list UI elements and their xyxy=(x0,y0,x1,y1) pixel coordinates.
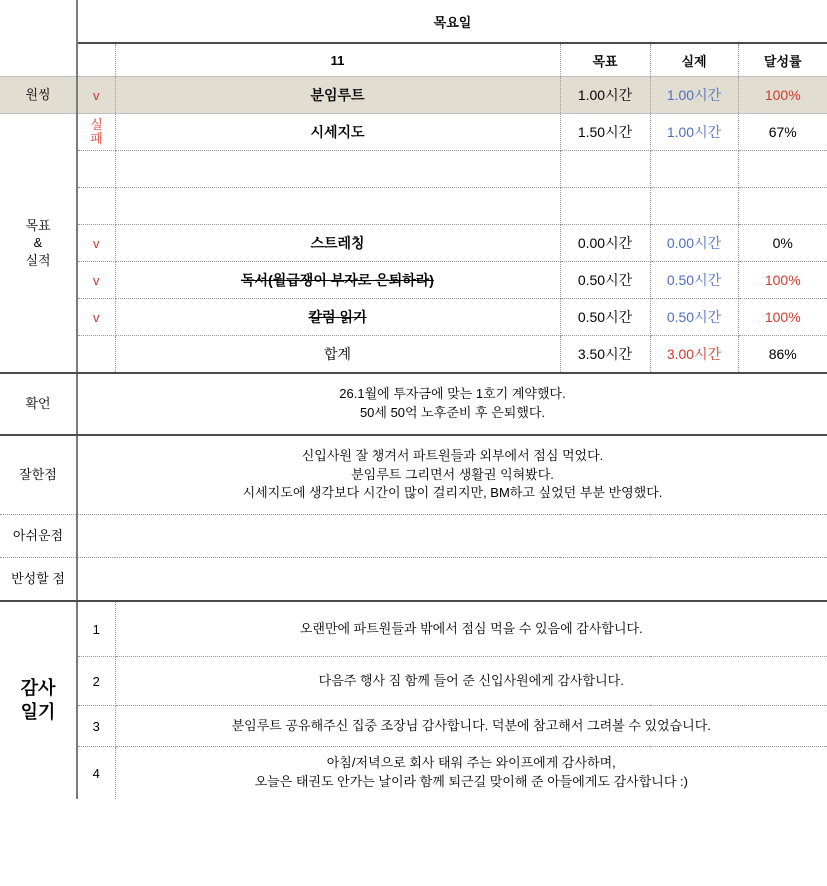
task-name xyxy=(115,188,560,225)
task-goal: 0.50시간 xyxy=(560,262,650,299)
task-rate: 67% xyxy=(738,114,827,151)
task-actual xyxy=(650,151,738,188)
header-rate: 달성률 xyxy=(738,43,827,77)
task-actual: 0.50시간 xyxy=(650,262,738,299)
section-label-goal-actual xyxy=(0,114,77,374)
task-row xyxy=(0,188,827,225)
section-label-one-thing: 원씽 xyxy=(0,77,77,114)
total-rate: 86% xyxy=(738,336,827,374)
gratitude-text: 다음주 행사 짐 함께 들어 준 신입사원에게 감사합니다. xyxy=(115,657,827,706)
gratitude-row xyxy=(0,601,827,657)
section-label-gratitude-line1: 감사 xyxy=(20,678,56,699)
task-goal: 0.00시간 xyxy=(560,225,650,262)
task-rate: 0% xyxy=(738,225,827,262)
task-goal: 0.50시간 xyxy=(560,299,650,336)
good-points-row xyxy=(0,435,827,515)
task-rate: 100% xyxy=(738,299,827,336)
column-header-row xyxy=(0,43,827,77)
task-row xyxy=(0,299,827,336)
section-label-goal-actual-line1: 목표 xyxy=(25,217,51,233)
task-row xyxy=(0,225,827,262)
header-mark xyxy=(77,43,115,77)
total-actual: 3.00시간 xyxy=(650,336,738,374)
task-goal: 1.50시간 xyxy=(560,114,650,151)
one-thing-row xyxy=(0,77,827,114)
task-row xyxy=(0,262,827,299)
task-rate: 100% xyxy=(738,262,827,299)
task-mark[interactable]: v xyxy=(77,225,115,262)
task-mark[interactable] xyxy=(77,188,115,225)
total-label: 합계 xyxy=(115,336,560,374)
total-goal: 3.50시간 xyxy=(560,336,650,374)
one-thing-goal: 1.00시간 xyxy=(560,77,650,114)
affirmation-row xyxy=(0,373,827,435)
good-points-text: 신입사원 잘 챙겨서 파트원들과 외부에서 점심 먹었다. 분임루트 그리면서 생활권 익혀봤다. 시세지도에 생각보다 시간이 많이 걸리지만, BM하고 싶었던 부분 반영했다. xyxy=(77,435,827,515)
task-name xyxy=(115,151,560,188)
gratitude-row xyxy=(0,657,827,706)
section-label-good-points: 잘한점 xyxy=(0,435,77,515)
gratitude-index: 3 xyxy=(77,706,115,747)
one-thing-check-mark[interactable]: v xyxy=(77,77,115,114)
section-label-gratitude xyxy=(0,601,77,799)
task-name: 스트레칭 xyxy=(115,225,560,262)
day-title: 목요일 xyxy=(77,0,827,43)
title-left-spacer xyxy=(0,0,77,43)
gratitude-row xyxy=(0,706,827,747)
task-rate xyxy=(738,151,827,188)
section-label-goal-actual-line3: 실적 xyxy=(25,252,51,268)
task-rate xyxy=(738,188,827,225)
gratitude-text: 아침/저녁으로 회사 태워 주는 와이프에게 감사하며, 오늘은 태권도 안가는 날이라 함께 퇴근길 맞이해 준 아들에게도 감사합니다 :) xyxy=(254,755,688,789)
section-label-reflection: 반성할 점 xyxy=(0,558,77,602)
total-mark-spacer xyxy=(77,336,115,374)
gratitude-index: 2 xyxy=(77,657,115,706)
task-actual: 0.00시간 xyxy=(650,225,738,262)
task-actual: 1.00시간 xyxy=(650,114,738,151)
affirmation-text: 26.1월에 투자금에 맞는 1호기 계약했다. 50세 50억 노후준비 후 은퇴했다. xyxy=(77,373,827,435)
section-label-gratitude-line2: 일기 xyxy=(20,701,56,722)
header-week-number: 11 xyxy=(115,43,560,77)
task-name: 시세지도 xyxy=(115,114,560,151)
one-thing-task: 분임루트 xyxy=(115,77,560,114)
gratitude-text: 분임루트 공유해주신 집중 조장님 감사합니다. 덕분에 참고해서 그려볼 수 있었습니다. xyxy=(115,706,827,747)
header-goal: 목표 xyxy=(560,43,650,77)
task-actual: 0.50시간 xyxy=(650,299,738,336)
task-mark[interactable]: v xyxy=(77,299,115,336)
title-row xyxy=(0,0,827,43)
task-row xyxy=(0,114,827,151)
section-label-goal-actual-line2: & xyxy=(33,235,43,251)
one-thing-rate: 100% xyxy=(738,77,827,114)
task-name: 독서(월급쟁이 부자로 은퇴하라) xyxy=(115,262,560,299)
regret-points-text xyxy=(77,515,827,558)
task-name: 칼럼 읽기 xyxy=(115,299,560,336)
task-goal xyxy=(560,188,650,225)
gratitude-row xyxy=(0,747,827,800)
header-actual: 실제 xyxy=(650,43,738,77)
regret-points-row xyxy=(0,515,827,558)
task-mark[interactable]: 실 패 xyxy=(77,114,115,151)
section-label-regret: 아쉬운점 xyxy=(0,515,77,558)
task-row xyxy=(0,151,827,188)
header-corner xyxy=(0,43,77,77)
task-actual xyxy=(650,188,738,225)
task-mark[interactable] xyxy=(77,151,115,188)
gratitude-index: 4 xyxy=(77,747,115,800)
gratitude-index: 1 xyxy=(77,601,115,657)
reflection-row xyxy=(0,558,827,602)
total-row xyxy=(0,336,827,374)
gratitude-text: 오랜만에 파트원들과 밖에서 점심 먹을 수 있음에 감사합니다. xyxy=(115,601,827,657)
section-label-affirmation: 확언 xyxy=(0,373,77,435)
task-goal xyxy=(560,151,650,188)
one-thing-actual: 1.00시간 xyxy=(650,77,738,114)
task-mark[interactable]: v xyxy=(77,262,115,299)
reflection-text xyxy=(77,558,827,602)
